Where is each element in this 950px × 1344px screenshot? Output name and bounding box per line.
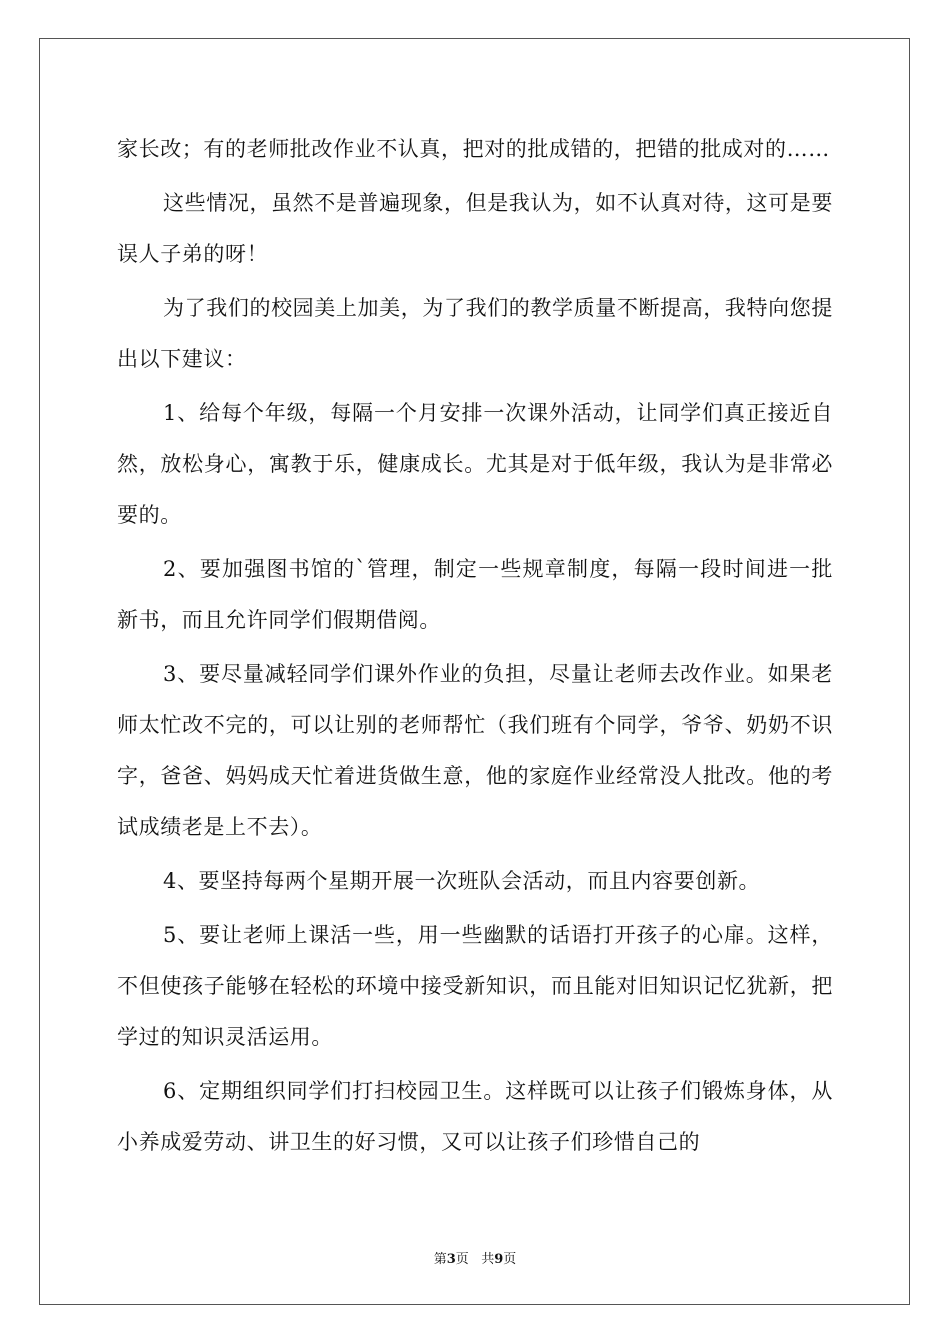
paragraph-4: 1、给每个年级，每隔一个月安排一次课外活动，让同学们真正接近自然，放松身心，寓教于乐，健康成长。尤其是对于低年级，我认为是非常必要的。 bbox=[117, 401, 833, 527]
paragraph-8: 5、要让老师上课活一些，用一些幽默的话语打开孩子的心扉。这样，不但使孩子能够在轻松的环境中接受新知识，而且能对旧知识记忆犹新，把学过的知识灵活运用。 bbox=[117, 923, 833, 1049]
page-footer bbox=[0, 1248, 950, 1267]
total-pages: 9 bbox=[494, 1252, 504, 1267]
total-suffix: 页 bbox=[503, 1252, 517, 1267]
total-prefix: 共 bbox=[481, 1252, 495, 1267]
paragraph-6: 3、要尽量减轻同学们课外作业的负担，尽量让老师去改作业。如果老师太忙改不完的，可以让别的老师帮忙（我们班有个同学，爷爷、奶奶不识字，爸爸、妈妈成天忙着进货做生意，他的家庭作业经常没人批改。他的考试成绩老是上不去）。 bbox=[117, 662, 833, 839]
paragraph-2: 这些情况，虽然不是普遍现象，但是我认为，如不认真对待，这可是要误人子弟的呀！ bbox=[117, 191, 833, 266]
page-number: 3 bbox=[446, 1252, 456, 1267]
paragraph-1: 家长改；有的老师批改作业不认真，把对的批成错的，把错的批成对的…… bbox=[117, 137, 830, 161]
document-body bbox=[117, 124, 833, 1168]
paragraph-3: 为了我们的校园美上加美，为了我们的教学质量不断提高，我特向您提出以下建议： bbox=[117, 296, 833, 371]
paragraph-9: 6、定期组织同学们打扫校园卫生。这样既可以让孩子们锻炼身体，从小养成爱劳动、讲卫生的好习惯，又可以让孩子们珍惜自己的 bbox=[117, 1079, 833, 1154]
page-suffix: 页 bbox=[455, 1252, 469, 1267]
paragraph-7: 4、要坚持每两个星期开展一次班队会活动，而且内容要创新。 bbox=[163, 869, 761, 893]
paragraph-5: 2、要加强图书馆的`管理，制定一些规章制度，每隔一段时间进一批新书，而且允许同学们假期借阅。 bbox=[117, 557, 833, 632]
page-prefix: 第 bbox=[433, 1252, 447, 1267]
